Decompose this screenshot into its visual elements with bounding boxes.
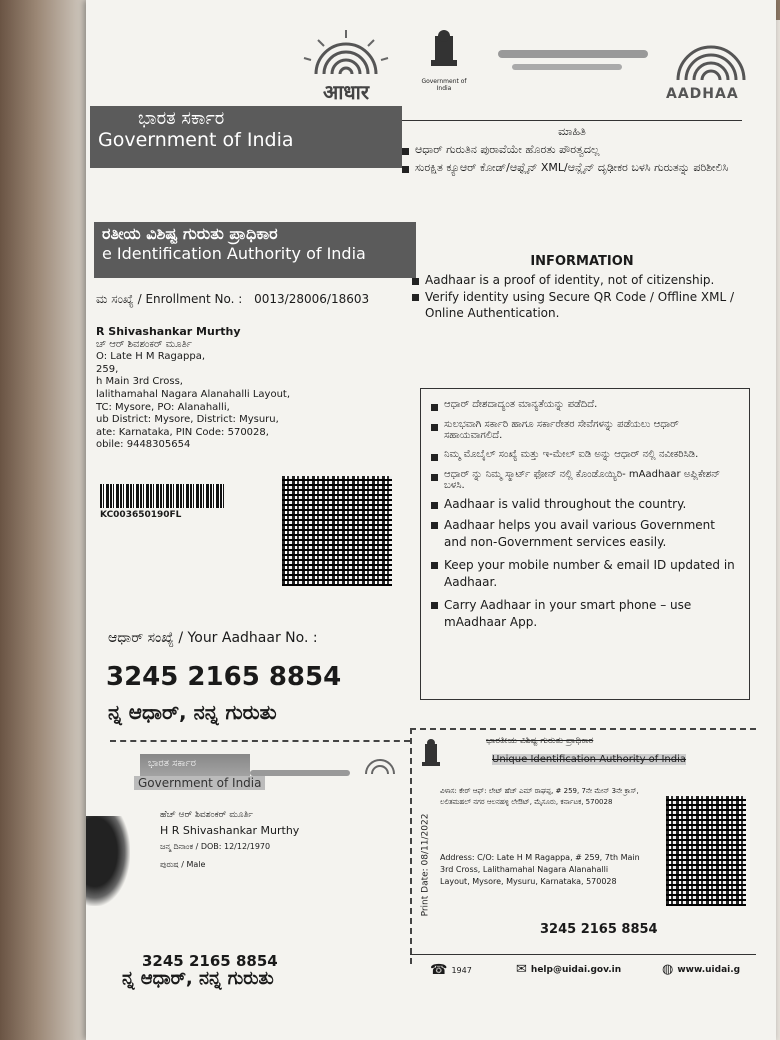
aadhaar-logo-text: आधार bbox=[322, 80, 370, 104]
qr-code bbox=[282, 476, 392, 586]
address-line: lalithamahal Nagara Alanahalli Layout, bbox=[96, 388, 291, 400]
header-smudge bbox=[498, 50, 648, 58]
card-back-number: 3245 2165 8854 bbox=[540, 922, 658, 937]
card-back-uidai-kn: ಭಾರತೀಯ ವಿಶಿಷ್ಟ ಗುರುತು ಪ್ರಾಧಿಕಾರ bbox=[486, 736, 594, 746]
cut-line bbox=[110, 740, 410, 742]
notice-item: Aadhaar is valid throughout the country. bbox=[444, 497, 687, 511]
notice-item: ಸುಲಭವಾಗಿ ಸರ್ಕಾರಿ ಹಾಗೂ ಸರ್ಕಾರೇತರ ಸೇವೆಗಳನ್ನು ಪಡೆಯಲು ಆಧಾರ್ ಸಹಾಯವಾಗಲಿದೆ. bbox=[444, 419, 679, 441]
uidai-banner-kn: ರತೀಯ ವಿಶಿಷ್ಟ ಗುರುತು ಪ್ರಾಧಿಕಾರ bbox=[102, 224, 278, 243]
footer-web[interactable] bbox=[662, 962, 740, 977]
info-kn-item: ಸುರಕ್ಷಿತ ಕ್ಯೂಆರ್ ಕೋಡ್/ಆಫ್ಲೈನ್ XML/ಆನ್ಲೈನ್ ದೃಢೀಕರ ಬಳಸಿ ಗುರುತನ್ನು ಪರಿಶೀಲಿಸಿ bbox=[415, 161, 729, 174]
address-line: R Shivashankar Murthy bbox=[96, 325, 241, 338]
card-name-kn: ಹೆಚ್ ಆರ್ ಶಿವಶಂಕರ್ ಮೂರ್ತಿ bbox=[160, 810, 253, 820]
photo bbox=[86, 816, 130, 906]
fingerprint-sun-icon-right bbox=[666, 26, 756, 82]
enrollment-row bbox=[96, 292, 369, 307]
aadhaar-logo bbox=[298, 28, 394, 104]
info-en-item: Verify identity using Secure QR Code / Offline XML / Online Authentication. bbox=[425, 290, 735, 320]
address-line: h Main 3rd Cross, bbox=[96, 376, 183, 388]
card-name-en: H R Shivashankar Murthy bbox=[160, 824, 300, 837]
card-front bbox=[120, 746, 410, 970]
footer-email-text: help@uidai.gov.in bbox=[530, 964, 622, 975]
notice-item: Carry Aadhaar in your smart phone – use mAadhaar App. bbox=[444, 598, 692, 629]
barcode bbox=[100, 484, 224, 508]
header-smudge-2 bbox=[512, 64, 622, 70]
info-kannada bbox=[402, 120, 742, 175]
aadhaar-number-label: ಆಧಾರ್ ಸಂಖ್ಯೆ / Your Aadhaar No. : bbox=[108, 630, 318, 646]
address-line: ub District: Mysore, District: Mysuru, bbox=[96, 414, 279, 426]
info-en-item: Aadhaar is a proof of identity, not of citizenship. bbox=[425, 273, 715, 287]
address-line: ಚ್ ಆರ್ ಶಿವಶಂಕರ್ ಮೂರ್ತಿ bbox=[96, 338, 192, 350]
notice-box bbox=[420, 388, 750, 700]
folder-edge bbox=[0, 0, 92, 1040]
gov-banner bbox=[90, 106, 402, 168]
card-back-qr bbox=[666, 796, 746, 906]
address-line: 259, bbox=[96, 363, 119, 375]
uidai-banner-en: e Identification Authority of India bbox=[102, 244, 366, 263]
aadhaar-logo-right bbox=[666, 26, 776, 102]
resident-address bbox=[96, 326, 316, 452]
address-line: ate: Karnataka, PIN Code: 570028, bbox=[96, 426, 269, 438]
enrollment-label: ಮ ಸಂಖ್ಯೆ / Enrollment No. : bbox=[96, 292, 243, 306]
cut-line-vertical bbox=[410, 728, 412, 964]
enrollment-number: 0013/28006/18603 bbox=[254, 292, 370, 306]
card-back bbox=[416, 734, 756, 960]
footer-line bbox=[410, 954, 756, 955]
aadhaar-small-logo-icon bbox=[360, 746, 400, 780]
address-line: obile: 9448305654 bbox=[96, 439, 191, 451]
aadhaar-logo-en: AADHAA bbox=[666, 86, 739, 102]
info-kn-title: ಮಾಹಿತಿ bbox=[558, 125, 586, 138]
footer-web-text: www.uidai.g bbox=[677, 964, 741, 975]
globe-icon: ◍ bbox=[662, 962, 674, 977]
footer-email[interactable] bbox=[516, 962, 621, 977]
gov-banner-kn: ಭಾರತ ಸರ್ಕಾರ bbox=[138, 108, 225, 129]
info-en-title: INFORMATION bbox=[530, 254, 634, 269]
aadhaar-tagline: ನ್ನ ಆಧಾರ್, ನನ್ನ ಗುರುತು bbox=[108, 700, 277, 724]
card-gender: ಪುರುಷ / Male bbox=[160, 860, 206, 869]
cut-line bbox=[410, 728, 756, 730]
notice-item: Aadhaar helps you avail various Government and non-Government services easily. bbox=[444, 518, 715, 549]
aadhaar-letter bbox=[86, 0, 776, 1040]
print-date: Print Date: 08/11/2022 bbox=[420, 813, 431, 917]
info-english bbox=[412, 254, 752, 321]
card-back-address-en: Address: C/O: Late H M Ragappa, # 259, 7th Main 3rd Cross, Lalithamahal Nagara Alanahalli Layout, Mysore, Mysuru, Karnataka, 570028 bbox=[440, 853, 640, 886]
footer-phone-number: 1947 bbox=[451, 965, 472, 975]
barcode-text: KC003650190FL bbox=[100, 510, 182, 520]
notice-item: Keep your mobile number & email ID updated in Aadhaar. bbox=[444, 558, 735, 589]
notice-item: ನಿಮ್ಮ ಮೊಬೈಲ್ ಸಂಖ್ಯೆ ಮತ್ತು ಇ-ಮೇಲ್ ಐಡಿ ಅನ್ನು ಆಧಾರ್ ನಲ್ಲಿ ನವೀಕರಿಸಿಡಿ. bbox=[444, 449, 699, 460]
info-kn-item: ಆಧಾರ್ ಗುರುತಿನ ಪುರಾವೆಯೇ ಹೊರತು ಪೌರತ್ವದಲ್ಲ bbox=[415, 143, 600, 156]
national-emblem-icon bbox=[427, 30, 461, 74]
notice-item: ಆಧಾರ್ ನ್ನು ನಿಮ್ಮ ಸ್ಮಾರ್ಟ್ ಫೋನ್ ನಲ್ಲಿ ಕೊಂಡೊಯ್ಯಿರಿ- mAadhaar ಅಪ್ಲಿಕೇಶನ್ ಬಳಸಿ. bbox=[444, 469, 721, 491]
gov-banner-en: Government of India bbox=[98, 129, 294, 151]
uidai-banner bbox=[94, 222, 416, 278]
mail-icon: ✉ bbox=[516, 962, 527, 977]
card-front-tagline: ನ್ನ ಆಧಾರ್, ನನ್ನ ಗುರುತು bbox=[122, 968, 274, 989]
national-emblem-small-icon bbox=[420, 738, 442, 770]
footer-phone bbox=[430, 962, 472, 978]
aadhaar-number: 3245 2165 8854 bbox=[106, 662, 342, 692]
fingerprint-sun-icon bbox=[298, 28, 394, 78]
notice-item: ಆಧಾರ್ ದೇಶದಾದ್ಯಂತ ಮಾನ್ಯತೆಯನ್ನು ಪಡೆದಿದೆ. bbox=[444, 399, 598, 410]
card-gov-kn: ಭಾರತ ಸರ್ಕಾರ bbox=[148, 758, 196, 769]
card-dob: ಜನ್ಮ ದಿನಾಂಕ / DOB: 12/12/1970 bbox=[160, 842, 271, 851]
address-line: TC: Mysore, PO: Alanahalli, bbox=[96, 401, 230, 413]
card-front-number: 3245 2165 8854 bbox=[142, 952, 278, 970]
card-gov-en: Government of India bbox=[134, 776, 265, 790]
address-line: O: Late H M Ragappa, bbox=[96, 351, 206, 363]
card-back-address-kn: ವಿಳಾಸ: ಕೇರ್ ಆಫ್: ಲೇಟ್ ಹೆಚ್ ಎಮ್ ರಾಘಪ್ಪ, # 259, 7ನೇ ಮೇನ್ 3ನೇ ಕ್ರಾಸ್, ಲಲಿತಮಹಲ್ ನಗರ ಆಲನಹಳ್ಳಿ ಲೇಔಟ್, ಮೈಸೂರು, ಕರ್ನಾಟಕ, 570028 bbox=[440, 787, 639, 806]
emblem bbox=[414, 30, 474, 92]
phone-icon: ☎ bbox=[430, 962, 448, 978]
emblem-caption: Government of India bbox=[421, 78, 467, 92]
card-back-uidai-en: Unique Identification Authority of India bbox=[492, 754, 687, 765]
